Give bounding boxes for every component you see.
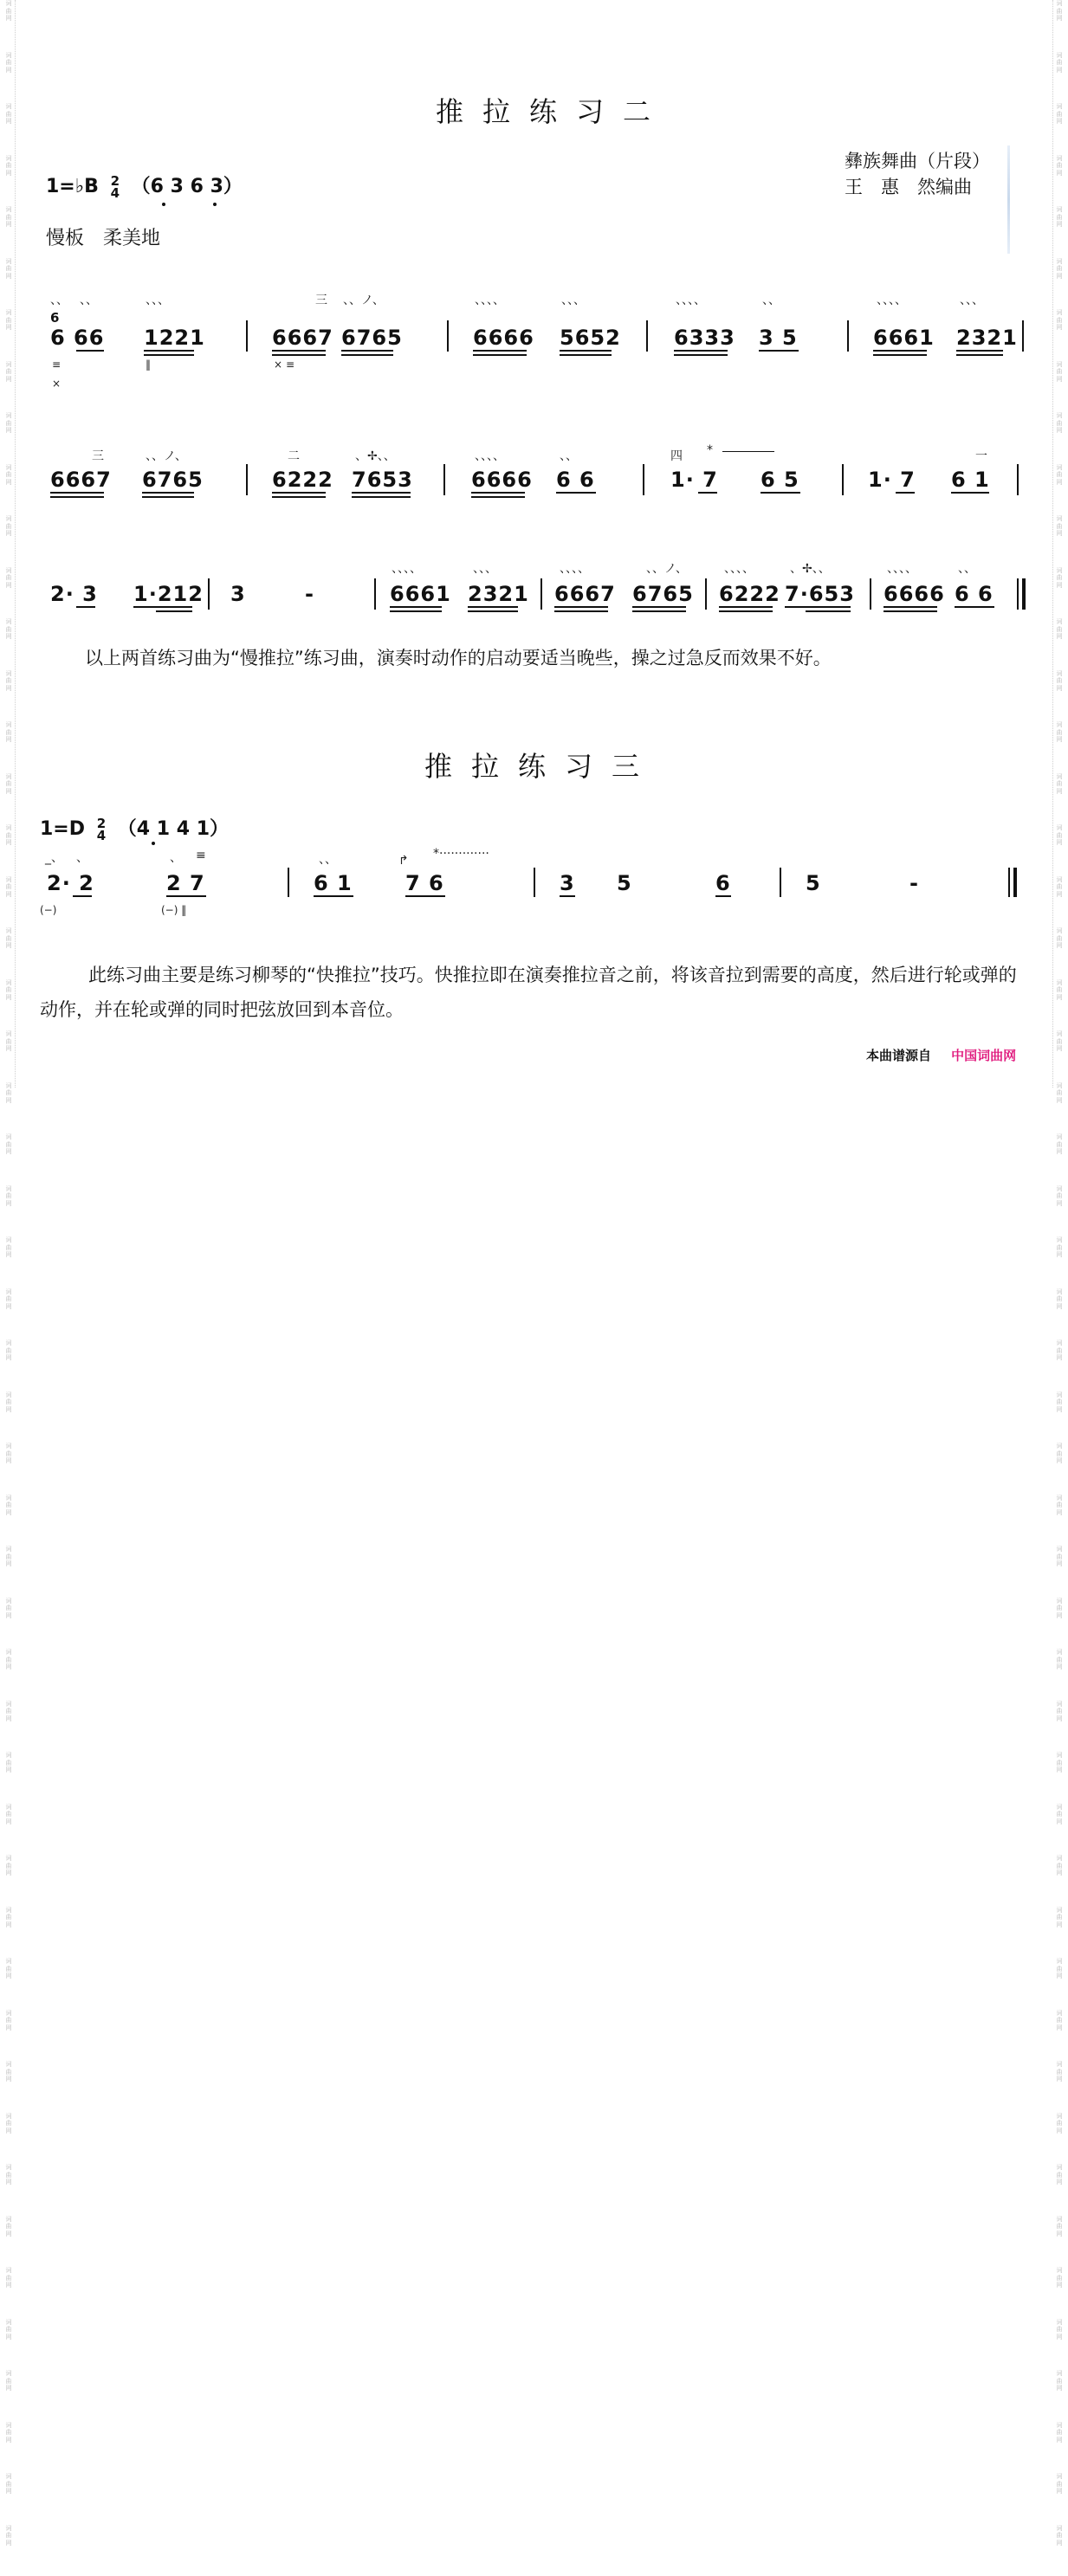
beam bbox=[144, 350, 194, 352]
technique-mark: ‖ bbox=[146, 358, 151, 371]
intro: （4 1 4 1） bbox=[117, 818, 230, 840]
footer bbox=[866, 1046, 1016, 1064]
bar-line bbox=[534, 868, 535, 897]
note-group: 2321 bbox=[956, 326, 1018, 350]
mark: 、、、、 bbox=[887, 562, 917, 576]
low-dot bbox=[213, 203, 217, 206]
scan-artifact bbox=[1007, 145, 1010, 254]
beam bbox=[468, 606, 518, 608]
note-group: 6666 bbox=[471, 468, 533, 492]
note-group: 6 bbox=[715, 871, 731, 895]
beam bbox=[719, 606, 773, 608]
bar-line bbox=[705, 578, 707, 610]
beam bbox=[759, 350, 799, 352]
mark: ↱ bbox=[398, 854, 409, 868]
piece2-key-signature bbox=[46, 171, 243, 199]
mark: 、、、、 bbox=[392, 562, 422, 576]
note-group: 3 5 bbox=[759, 326, 798, 350]
mark: 、、ノ、 bbox=[146, 449, 187, 463]
note-group: 6222 bbox=[272, 468, 333, 492]
note-group: 1· 7 bbox=[670, 468, 718, 492]
beam bbox=[352, 492, 411, 494]
piece3-key-signature bbox=[40, 814, 229, 842]
beam bbox=[674, 350, 728, 352]
mark: 、✢、、 bbox=[355, 449, 396, 463]
mark: 、、 bbox=[762, 294, 780, 307]
mark: * bbox=[707, 443, 713, 457]
mark: 、、、、 bbox=[724, 562, 754, 576]
note-group: 6667 bbox=[554, 582, 616, 606]
mark: 、✢、、 bbox=[790, 562, 831, 576]
technique-mark: ≡ bbox=[286, 358, 295, 371]
note-group: 2321 bbox=[468, 582, 529, 606]
beam bbox=[554, 610, 608, 612]
beam bbox=[272, 492, 326, 494]
final-bar-thin bbox=[1008, 868, 1010, 897]
note-group: 3 bbox=[230, 582, 246, 606]
bar-line bbox=[246, 464, 248, 495]
beam bbox=[76, 606, 95, 608]
note-group: 6667 bbox=[50, 468, 112, 492]
beam bbox=[390, 606, 442, 608]
mark: 、、、、 bbox=[475, 449, 505, 463]
beam bbox=[50, 496, 104, 498]
piece2-title: 推拉练习二 bbox=[436, 95, 670, 128]
mark: 、、 bbox=[50, 294, 68, 307]
beam bbox=[554, 606, 608, 608]
beam bbox=[719, 610, 773, 612]
footer-brand-link[interactable]: 中国词曲网 bbox=[951, 1048, 1017, 1063]
mark: 、、、、 bbox=[877, 294, 907, 307]
bar-line bbox=[780, 868, 781, 897]
beam bbox=[560, 895, 575, 897]
beam bbox=[314, 895, 353, 897]
low-dot bbox=[162, 203, 165, 206]
beam bbox=[473, 350, 527, 352]
note-group: 6661 bbox=[873, 326, 935, 350]
final-bar-thick bbox=[1022, 578, 1026, 610]
final-bar-thick bbox=[1013, 868, 1017, 897]
note-group: 6666 bbox=[473, 326, 534, 350]
note-group: 7653 bbox=[352, 468, 413, 492]
note-group: 6222 bbox=[719, 582, 780, 606]
beam bbox=[560, 350, 612, 352]
technique-mark: × bbox=[274, 358, 283, 371]
beam bbox=[142, 492, 194, 494]
mark: ≡ bbox=[196, 849, 206, 862]
beam bbox=[761, 492, 800, 494]
note-group: 6765 bbox=[142, 468, 204, 492]
stacked-note: 6 bbox=[50, 310, 61, 326]
beam bbox=[341, 354, 393, 356]
technique-mark: (−) ‖ bbox=[161, 904, 187, 916]
beam bbox=[473, 354, 527, 356]
piece2-note: 以上两首练习曲为“慢推拉”练习曲，演奏时动作的启动要适当晚些，操之过急反而效果不好。 bbox=[85, 648, 832, 668]
mark: 四 bbox=[670, 449, 683, 463]
final-bar-thin bbox=[1017, 578, 1019, 610]
mark: 、、、 bbox=[561, 294, 586, 307]
beam bbox=[468, 610, 518, 612]
piece3-note: 此练习曲主要是练习柳琴的“快推拉”技巧。快推拉即在演奏推拉音之前，将该音拉到需要的高度，然后进行轮或弹的动作，并在轮或弹的同时把弦放回到本音位。 bbox=[40, 965, 1017, 1020]
mark: 、、、 bbox=[146, 294, 170, 307]
note-group: 6667 bbox=[272, 326, 333, 350]
mark: 、 bbox=[170, 851, 182, 865]
beam bbox=[471, 492, 525, 494]
mark: 、、 bbox=[560, 449, 578, 463]
mark: 、、ノ、 bbox=[343, 294, 385, 307]
note-group: 2· 3 bbox=[50, 582, 98, 606]
beam bbox=[955, 606, 994, 608]
piece3-title: 推拉练习三 bbox=[424, 750, 659, 783]
note-group: 5 bbox=[617, 871, 632, 895]
note-group: 7 6 bbox=[405, 871, 444, 895]
note-group: - bbox=[305, 582, 314, 606]
bar-line bbox=[208, 578, 210, 610]
mark: 、、 bbox=[80, 294, 98, 307]
intro: （6 3 6 3） bbox=[131, 176, 243, 197]
beam bbox=[806, 610, 851, 612]
beam bbox=[405, 895, 445, 897]
mark: 、、、、 bbox=[475, 294, 505, 307]
note-group: 2· 2 bbox=[47, 871, 94, 895]
note-group: 6666 bbox=[884, 582, 945, 606]
key: 1=♭B bbox=[46, 176, 99, 197]
mark: 三 bbox=[92, 449, 104, 463]
beam bbox=[166, 895, 206, 897]
mark: 一 bbox=[975, 449, 987, 463]
bar-line bbox=[1017, 464, 1019, 495]
beam bbox=[560, 354, 612, 356]
bar-line bbox=[540, 578, 542, 610]
mark: 二 bbox=[288, 449, 300, 463]
beam bbox=[144, 354, 194, 356]
note-group: 1· 7 bbox=[868, 468, 916, 492]
time-signature: 2 4 bbox=[110, 173, 120, 201]
note-group: 6 6 bbox=[955, 582, 994, 606]
bar-line bbox=[643, 464, 644, 495]
beam bbox=[272, 496, 326, 498]
note-group: 7·653 bbox=[785, 582, 855, 606]
mark: 三 bbox=[315, 294, 327, 307]
mark: 、、、、 bbox=[676, 294, 706, 307]
bar-line bbox=[246, 320, 248, 352]
footer-source-text: 本曲谱源自 bbox=[866, 1048, 932, 1063]
note-group: 6 5 bbox=[761, 468, 799, 492]
note-group: 6 66 bbox=[50, 326, 105, 350]
bar-line bbox=[847, 320, 849, 352]
mark: 、、 bbox=[319, 853, 337, 867]
note-group: 6 1 bbox=[951, 468, 990, 492]
beam bbox=[352, 496, 411, 498]
note-group: 6 1 bbox=[314, 871, 353, 895]
beam bbox=[951, 492, 989, 494]
beam bbox=[156, 610, 192, 612]
beam bbox=[674, 354, 728, 356]
mark: 、、、 bbox=[960, 294, 984, 307]
beam bbox=[73, 895, 92, 897]
piece2-source: 彝族舞曲（片段） bbox=[845, 151, 990, 171]
bar-line bbox=[374, 578, 376, 610]
beam bbox=[956, 354, 1003, 356]
piece2-tempo: 慢板 柔美地 bbox=[46, 228, 161, 249]
bar-line bbox=[870, 578, 871, 610]
bar-line bbox=[1022, 320, 1024, 352]
note-group: 5652 bbox=[560, 326, 621, 350]
bar-line bbox=[447, 320, 449, 352]
time-signature: 2 4 bbox=[96, 816, 107, 843]
beam bbox=[884, 606, 937, 608]
bar-line bbox=[443, 464, 445, 495]
mark: 、 bbox=[76, 851, 88, 865]
technique-line bbox=[722, 451, 774, 452]
beam bbox=[390, 610, 442, 612]
bar-line bbox=[646, 320, 648, 352]
technique-mark: (−) bbox=[40, 904, 57, 916]
note-group: 6 6 bbox=[556, 468, 595, 492]
note-group: 1·212 bbox=[133, 582, 204, 606]
note-group: 6765 bbox=[341, 326, 403, 350]
key: 1=D bbox=[40, 818, 86, 840]
watermark-right: 词 曲 网 词 曲 网 词 曲 网 词 曲 网 词 曲 网 词 曲 网 词 曲 网 词 曲 网 词 曲 网 词 曲 网 词 曲 网 词 曲 网 词 曲 网 词 曲 网 词 曲 网 词 曲 网 词 曲 网 词 曲 网 词 曲 网 词 曲 网 词 曲 网 词 曲 网 词 曲 网 词 曲 网 词 曲 网 词 曲 网 词 曲 网 词 曲 网 词 曲 网 词 曲 网 词 曲 网 词 曲 网 词 曲 网 词 曲 网 词 曲 网 词 曲 网 词 曲 网 词 曲 网 词 曲 网 词 曲 网 词 曲 网 词 曲 网 词 曲 网 词 曲 网 词 曲 网 词 曲 网 词 曲 网 词 曲 网 词 曲 网 词 曲 网 bbox=[1052, 0, 1065, 1088]
beam bbox=[272, 350, 326, 352]
low-dot bbox=[152, 842, 155, 845]
beam bbox=[341, 350, 393, 352]
beam bbox=[632, 610, 686, 612]
piece2-arranger: 王 惠 然编曲 bbox=[845, 177, 972, 197]
beam bbox=[715, 895, 731, 897]
mark: *············· bbox=[433, 847, 489, 861]
note-group: 6333 bbox=[674, 326, 735, 350]
beam bbox=[76, 350, 104, 352]
mark: _、 bbox=[45, 851, 63, 865]
watermark-left: 词 曲 网 词 曲 网 词 曲 网 词 曲 网 词 曲 网 词 曲 网 词 曲 网 词 曲 网 词 曲 网 词 曲 网 词 曲 网 词 曲 网 词 曲 网 词 曲 网 词 曲 网 词 曲 网 词 曲 网 词 曲 网 词 曲 网 词 曲 网 词 曲 网 词 曲 网 词 曲 网 词 曲 网 词 曲 网 词 曲 网 词 曲 网 词 曲 网 词 曲 网 词 曲 网 词 曲 网 词 曲 网 词 曲 网 词 曲 网 词 曲 网 词 曲 网 词 曲 网 词 曲 网 词 曲 网 词 曲 网 词 曲 网 词 曲 网 词 曲 网 词 曲 网 词 曲 网 词 曲 网 词 曲 网 词 曲 网 词 曲 网 词 曲 网 bbox=[3, 0, 16, 1088]
technique-mark: ≡ bbox=[52, 358, 61, 371]
beam bbox=[873, 350, 927, 352]
beam bbox=[142, 496, 194, 498]
mark: 、、 bbox=[958, 562, 976, 576]
beam bbox=[896, 492, 915, 494]
note-group: 2 7 bbox=[166, 871, 205, 895]
beam bbox=[884, 610, 937, 612]
mark: 、、ノ、 bbox=[646, 562, 688, 576]
note-group: - bbox=[909, 871, 919, 895]
beam bbox=[785, 606, 851, 608]
beam bbox=[133, 606, 192, 608]
beam bbox=[556, 492, 596, 494]
note-group: 3 bbox=[560, 871, 575, 895]
note-group: 1221 bbox=[144, 326, 205, 350]
beam bbox=[50, 492, 104, 494]
mark: 、、、 bbox=[473, 562, 497, 576]
beam bbox=[698, 492, 717, 494]
beam bbox=[471, 496, 525, 498]
bar-line bbox=[288, 868, 289, 897]
beam bbox=[873, 354, 927, 356]
technique-mark: × bbox=[52, 378, 61, 390]
beam bbox=[632, 606, 686, 608]
bar-line bbox=[842, 464, 844, 495]
note-group: 6765 bbox=[632, 582, 694, 606]
mark: 、、、、 bbox=[560, 562, 590, 576]
note-group: 6661 bbox=[390, 582, 451, 606]
beam bbox=[956, 350, 1003, 352]
beam bbox=[272, 354, 326, 356]
note-group: 5 bbox=[806, 871, 821, 895]
